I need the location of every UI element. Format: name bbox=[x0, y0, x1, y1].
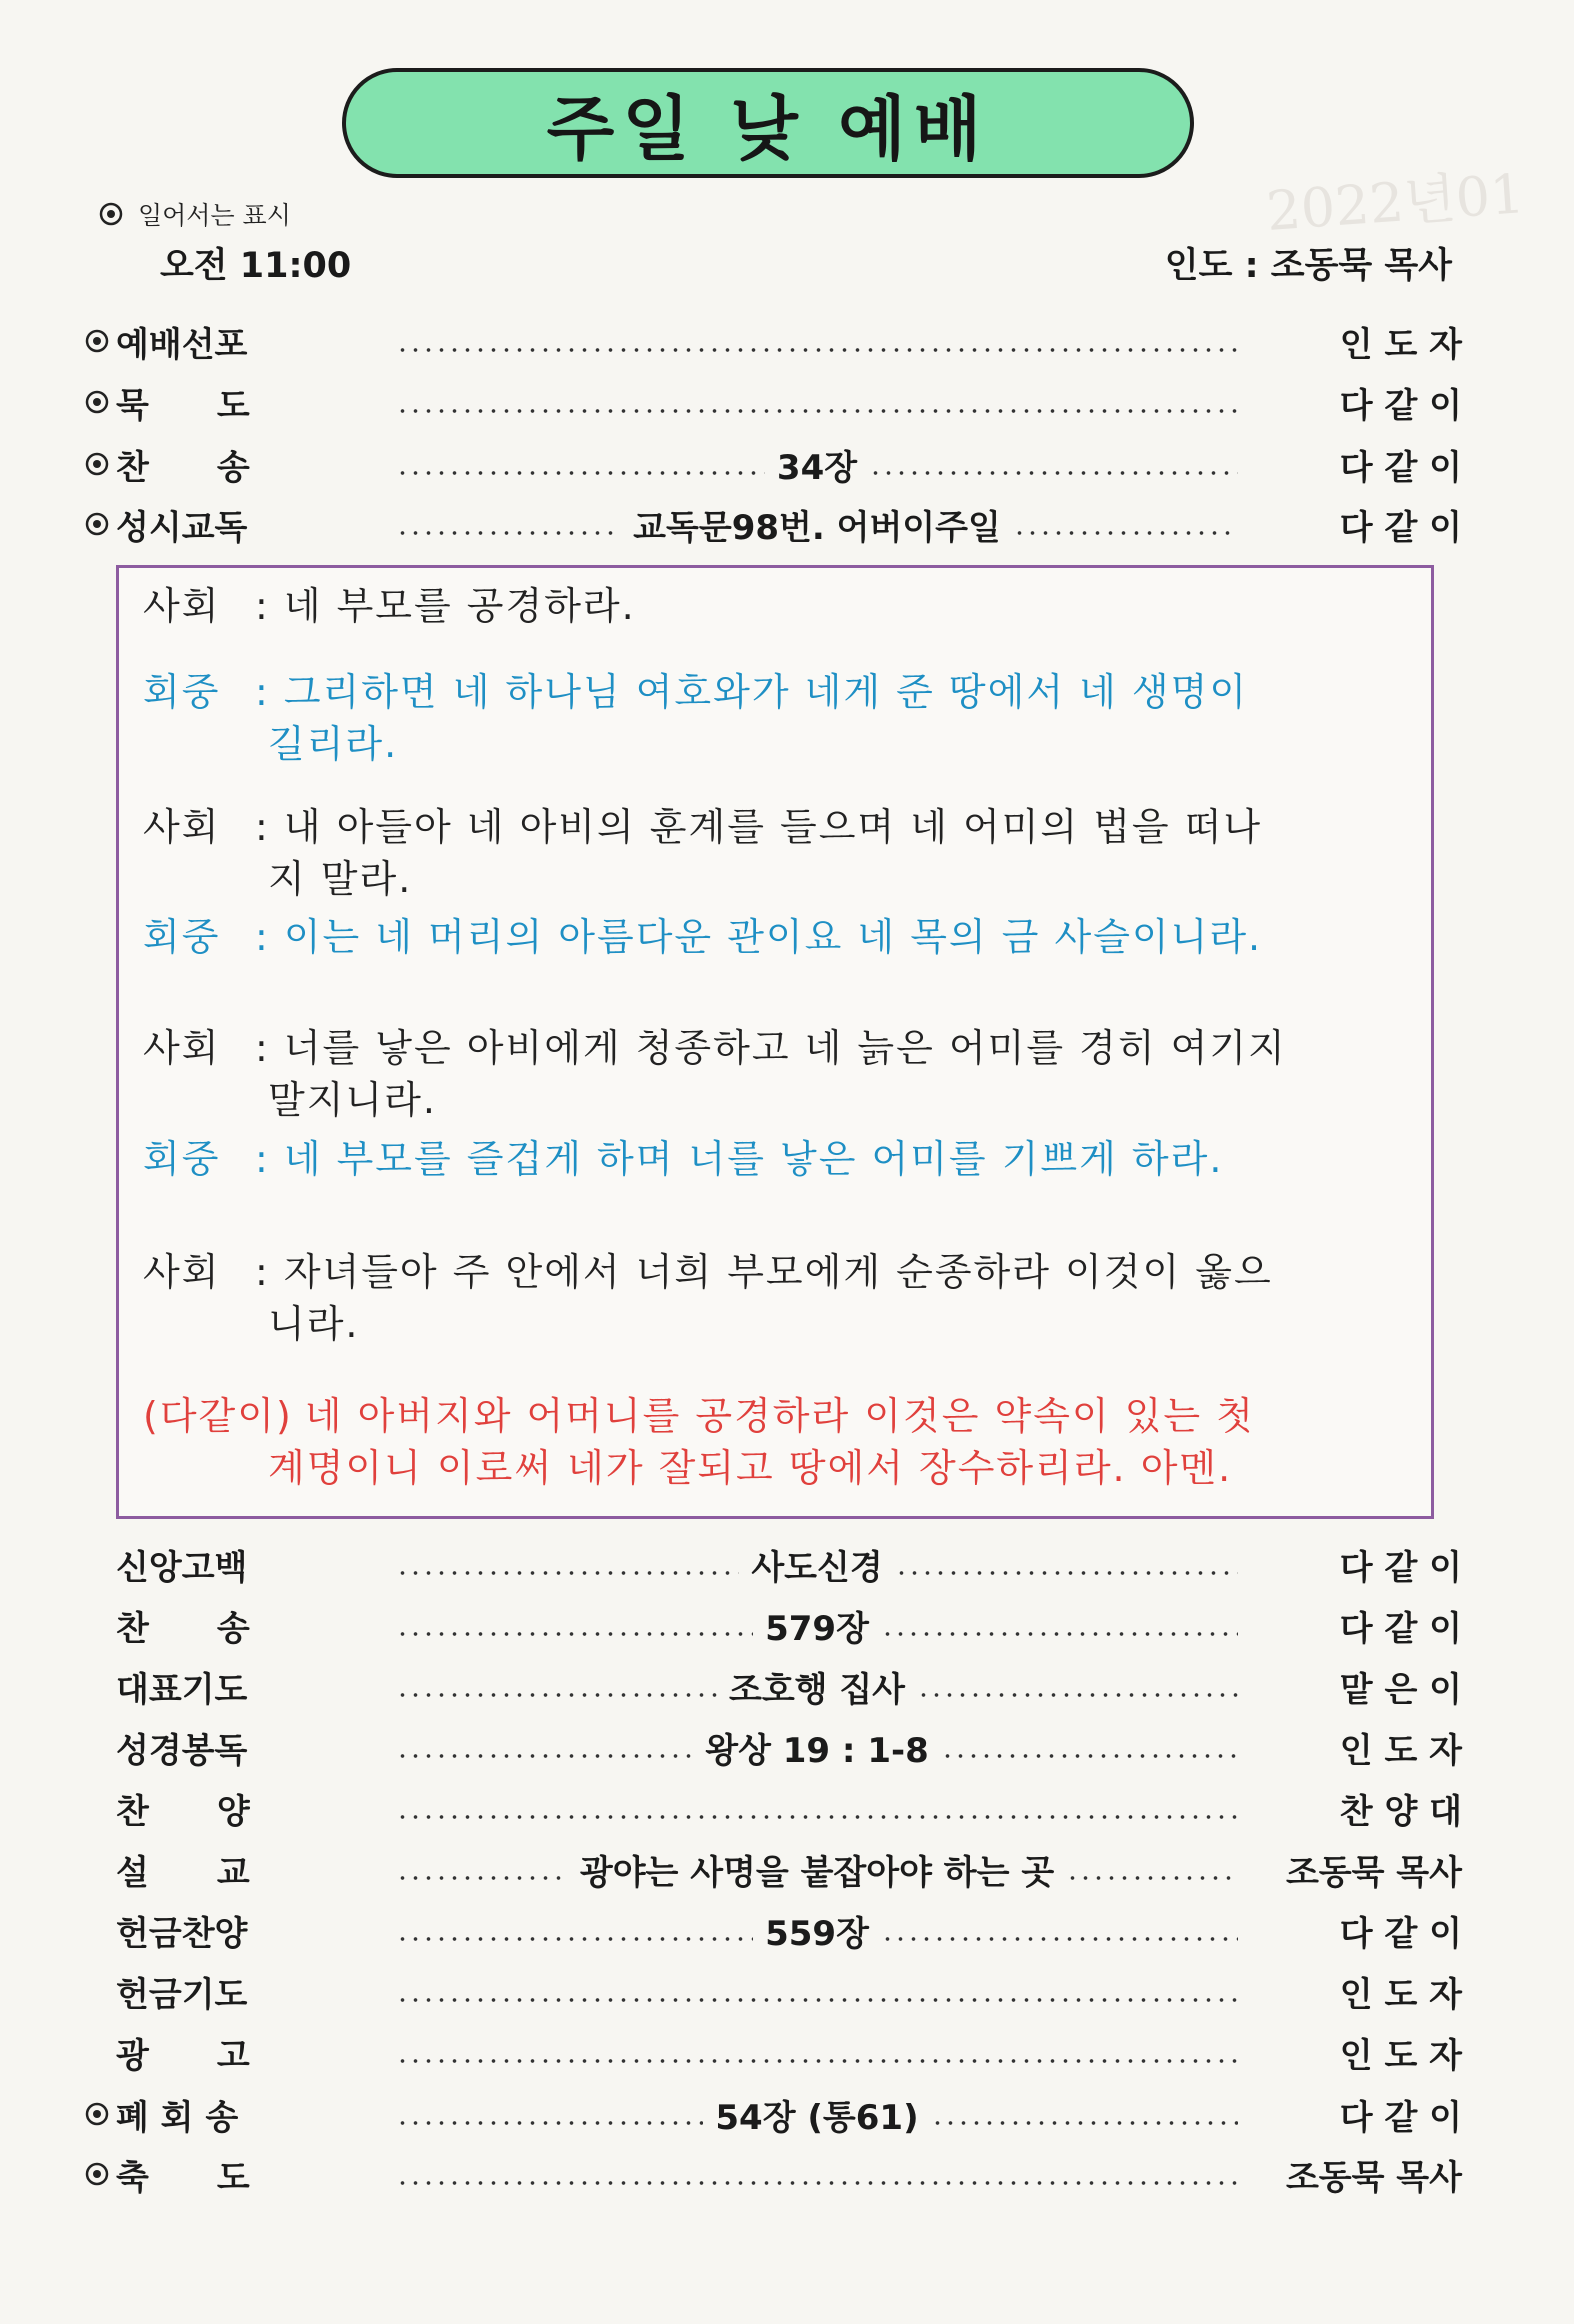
order-person: 다 같 이 bbox=[1339, 385, 1462, 426]
reading-text-continued: 니라. bbox=[268, 1302, 360, 1346]
order-detail: 34장 bbox=[776, 447, 858, 488]
order-label: 헌금찬양 bbox=[116, 1913, 248, 1954]
order-label: 대표기도 bbox=[116, 1669, 248, 1710]
dot-leader bbox=[396, 1843, 1238, 1895]
circle-dot-icon bbox=[84, 2161, 110, 2187]
reading-text: 네 부모를 즐겁게 하며 너를 낳은 어미를 기쁘게 하라. bbox=[283, 1137, 1224, 1181]
order-label: 찬 양 bbox=[116, 1791, 250, 1832]
order-person: 다 같 이 bbox=[1339, 2097, 1462, 2138]
reading-text-continued: 말지니라. bbox=[268, 1078, 437, 1122]
order-person: 조동묵 목사 bbox=[1285, 2157, 1462, 2198]
reading-text-continued: 길리라. bbox=[268, 722, 399, 766]
reading-text: 네 부모를 공경하라. bbox=[283, 584, 636, 628]
standing-mark bbox=[84, 328, 116, 354]
order-person: 인 도 자 bbox=[1339, 1730, 1462, 1771]
circle-dot-icon bbox=[98, 201, 124, 227]
reading-speaker: (다같이) bbox=[143, 1394, 293, 1438]
reading-speaker: 사회 bbox=[143, 584, 221, 628]
reading-line bbox=[143, 1133, 1407, 1185]
dot-leader bbox=[396, 2088, 1238, 2140]
order-row bbox=[84, 2148, 1462, 2200]
dot-leader bbox=[396, 438, 1238, 490]
standing-mark bbox=[84, 2101, 116, 2127]
reading-text-continued: 계명이니 이로써 네가 잘되고 땅에서 장수하리라. 아멘. bbox=[268, 1446, 1233, 1490]
reading-line bbox=[143, 1022, 1407, 1126]
order-person: 찬 양 대 bbox=[1339, 1791, 1462, 1832]
circle-dot-icon bbox=[84, 2101, 110, 2127]
dot-leader bbox=[396, 1721, 1238, 1773]
dot-leader bbox=[396, 376, 1238, 428]
reading-line bbox=[143, 1246, 1407, 1350]
order-row bbox=[84, 2088, 1462, 2140]
order-person: 인 도 자 bbox=[1339, 2035, 1462, 2076]
service-leader: 인도 : 조동묵 목사 bbox=[1164, 246, 1452, 286]
order-label: 묵 도 bbox=[116, 385, 250, 426]
reading-separator: : bbox=[255, 1250, 270, 1294]
standing-mark bbox=[84, 451, 116, 477]
order-label: 찬 송 bbox=[116, 1608, 250, 1649]
reading-speaker: 회중 bbox=[143, 670, 221, 714]
order-label: 축 도 bbox=[116, 2157, 250, 2198]
order-person: 다 같 이 bbox=[1339, 1913, 1462, 1954]
dot-leader bbox=[396, 1904, 1238, 1956]
reading-line bbox=[143, 911, 1407, 963]
dot-leader bbox=[396, 315, 1238, 367]
reading-text: 이는 네 머리의 아름다운 관이요 네 목의 금 사슬이니라. bbox=[283, 915, 1263, 959]
order-row bbox=[84, 1965, 1462, 2017]
order-person: 인 도 자 bbox=[1339, 1974, 1462, 2015]
reading-speaker: 회중 bbox=[143, 915, 221, 959]
circle-dot-icon bbox=[84, 511, 110, 537]
order-label: 폐 회 송 bbox=[116, 2097, 239, 2138]
order-label: 설 교 bbox=[116, 1852, 250, 1893]
reading-speaker: 회중 bbox=[143, 1137, 221, 1181]
reading-line bbox=[143, 801, 1407, 905]
order-row bbox=[84, 2026, 1462, 2078]
order-detail: 교독문98번. 어버이주일 bbox=[633, 507, 1001, 548]
order-person: 다 같 이 bbox=[1339, 1547, 1462, 1588]
order-row bbox=[84, 1904, 1462, 1956]
order-person: 다 같 이 bbox=[1339, 1608, 1462, 1649]
order-label: 성시교독 bbox=[116, 507, 248, 548]
reading-separator: : bbox=[255, 805, 270, 849]
standing-mark bbox=[84, 2161, 116, 2187]
order-detail: 광야는 사명을 붙잡아야 하는 곳 bbox=[579, 1852, 1055, 1893]
order-label: 헌금기도 bbox=[116, 1974, 248, 2015]
order-detail: 조호행 집사 bbox=[728, 1669, 906, 1710]
reading-line bbox=[143, 1390, 1407, 1494]
order-detail: 54장 (통61) bbox=[715, 2097, 919, 2138]
dot-leader bbox=[396, 1538, 1238, 1590]
order-person: 맡 은 이 bbox=[1339, 1669, 1462, 1710]
order-row bbox=[84, 315, 1462, 367]
background-watermark: 2022년01 bbox=[1264, 162, 1527, 243]
page-title: 주일 낮 예배 bbox=[342, 68, 1194, 178]
order-person: 조동묵 목사 bbox=[1285, 1852, 1462, 1893]
circle-dot-icon bbox=[84, 389, 110, 415]
reading-text: 자녀들아 주 안에서 너희 부모에게 순종하라 이것이 옳으 bbox=[283, 1250, 1273, 1294]
order-row bbox=[84, 438, 1462, 490]
dot-leader bbox=[396, 1660, 1238, 1712]
order-row bbox=[84, 376, 1462, 428]
order-row bbox=[84, 1538, 1462, 1590]
dot-leader bbox=[396, 2148, 1238, 2200]
reading-text: 내 아들아 네 아비의 훈계를 들으며 네 어미의 법을 떠나 bbox=[283, 805, 1263, 849]
dot-leader bbox=[396, 498, 1238, 550]
dot-leader bbox=[396, 1965, 1238, 2017]
legend-text: 일어서는 표시 bbox=[138, 201, 291, 230]
circle-dot-icon bbox=[84, 451, 110, 477]
reading-speaker: 사회 bbox=[143, 1250, 221, 1294]
order-detail: 왕상 19 : 1-8 bbox=[705, 1730, 929, 1771]
reading-separator: : bbox=[255, 915, 270, 959]
reading-text: 네 아버지와 어머니를 공경하라 이것은 약속이 있는 첫 bbox=[304, 1394, 1255, 1438]
order-person: 다 같 이 bbox=[1339, 507, 1462, 548]
order-row bbox=[84, 498, 1462, 550]
standing-legend bbox=[98, 196, 291, 232]
reading-separator: : bbox=[255, 670, 270, 714]
order-label: 광 고 bbox=[116, 2035, 250, 2076]
reading-text: 너를 낳은 아비에게 청종하고 네 늙은 어미를 경히 여기지 bbox=[283, 1026, 1287, 1070]
order-label: 찬 송 bbox=[116, 447, 250, 488]
dot-leader bbox=[396, 1782, 1238, 1834]
reading-text-continued: 지 말라. bbox=[268, 857, 413, 901]
reading-line bbox=[143, 666, 1407, 770]
responsive-reading-box bbox=[116, 565, 1434, 1519]
order-label: 성경봉독 bbox=[116, 1730, 248, 1771]
order-detail: 579장 bbox=[765, 1608, 869, 1649]
standing-mark bbox=[84, 389, 116, 415]
order-row bbox=[84, 1721, 1462, 1773]
order-label: 예배선포 bbox=[116, 324, 248, 365]
order-detail: 사도신경 bbox=[751, 1547, 883, 1588]
reading-line bbox=[143, 580, 1407, 632]
service-time: 오전 11:00 bbox=[160, 246, 352, 286]
circle-dot-icon bbox=[84, 328, 110, 354]
order-detail: 559장 bbox=[765, 1913, 869, 1954]
reading-separator: : bbox=[255, 1137, 270, 1181]
dot-leader bbox=[396, 1599, 1238, 1651]
reading-text: 그리하면 네 하나님 여호와가 네게 준 땅에서 네 생명이 bbox=[283, 670, 1249, 714]
reading-speaker: 사회 bbox=[143, 1026, 221, 1070]
dot-leader bbox=[396, 2026, 1238, 2078]
reading-separator: : bbox=[255, 584, 270, 628]
order-person: 다 같 이 bbox=[1339, 447, 1462, 488]
order-row bbox=[84, 1599, 1462, 1651]
order-row bbox=[84, 1782, 1462, 1834]
reading-separator: : bbox=[255, 1026, 270, 1070]
order-label: 신앙고백 bbox=[116, 1547, 248, 1588]
order-row bbox=[84, 1660, 1462, 1712]
reading-speaker: 사회 bbox=[143, 805, 221, 849]
order-person: 인 도 자 bbox=[1339, 324, 1462, 365]
standing-mark bbox=[84, 511, 116, 537]
order-row bbox=[84, 1843, 1462, 1895]
